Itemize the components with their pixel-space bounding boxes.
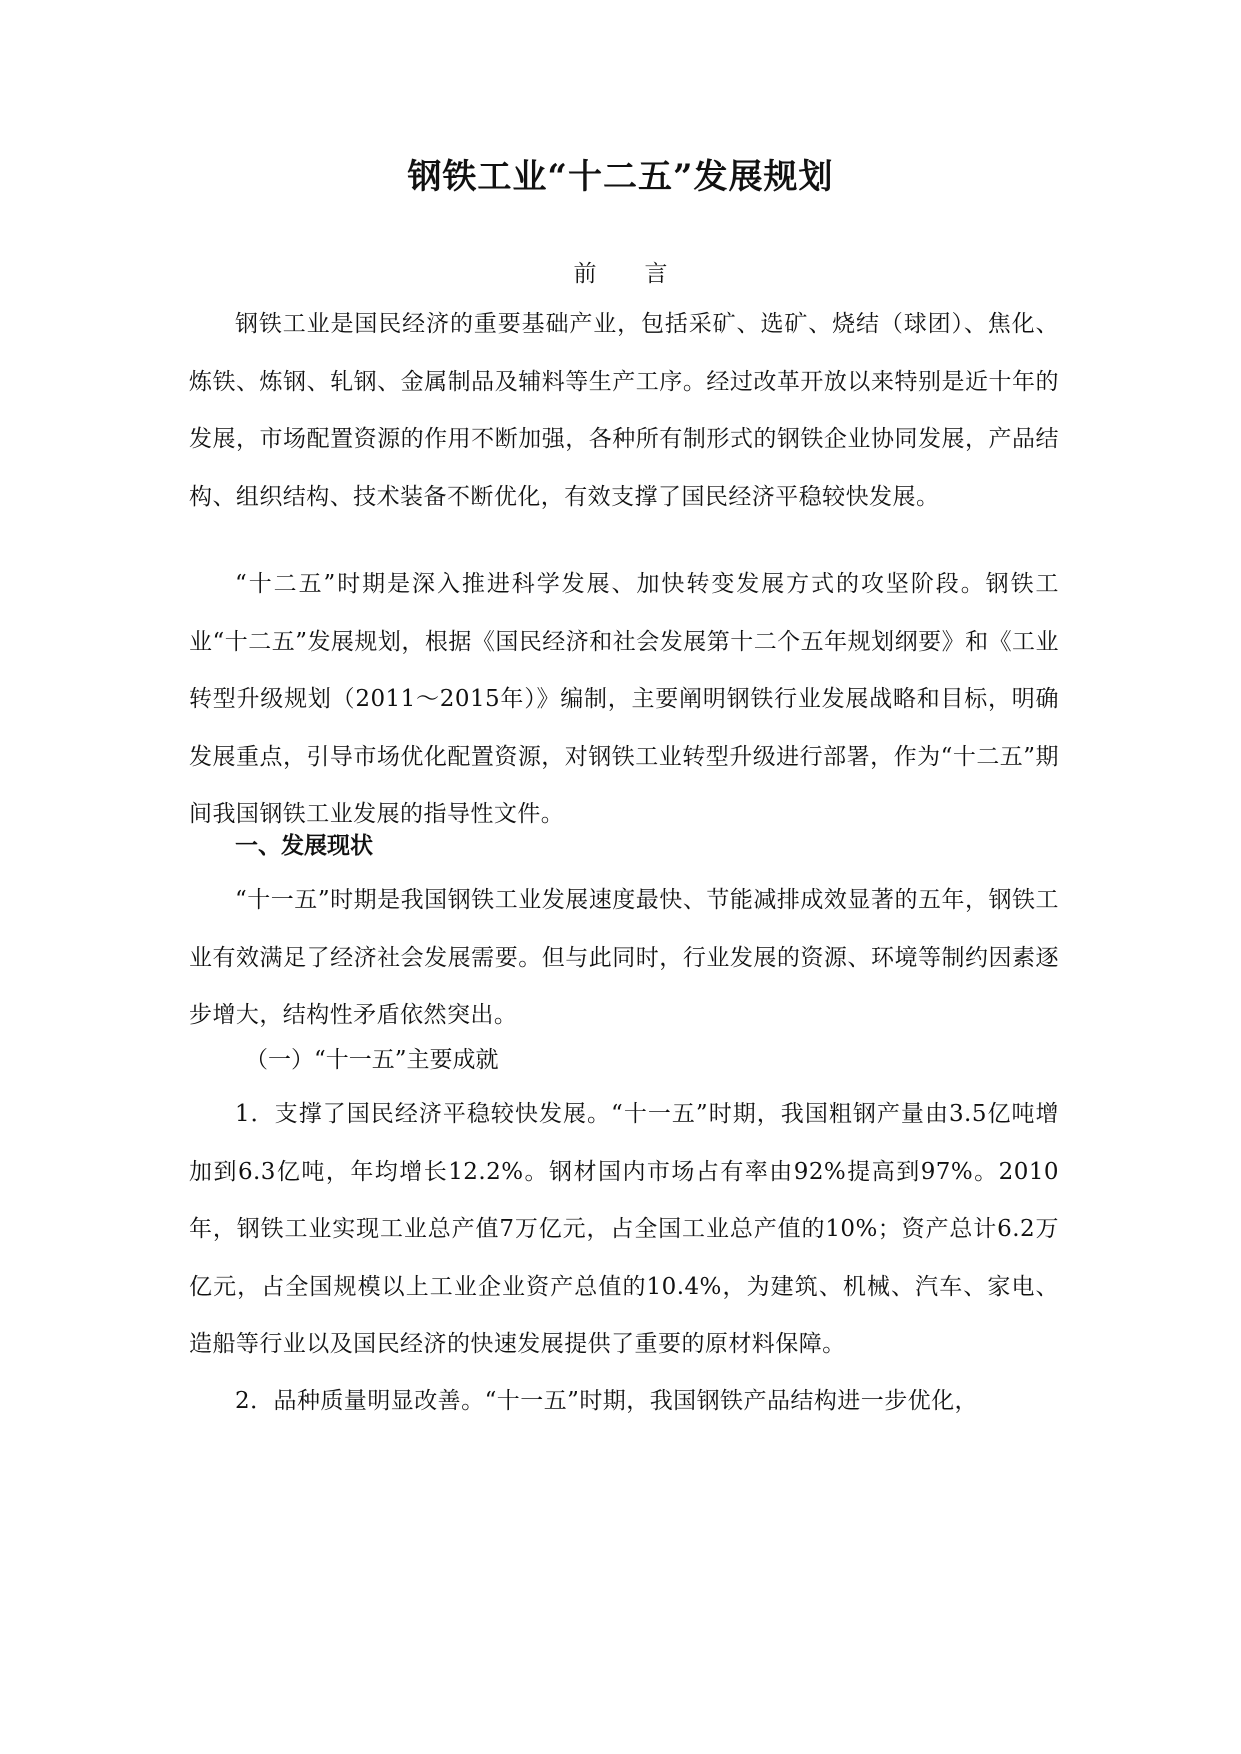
paragraph-item-1: 1．支撑了国民经济平稳较快发展。“十一五”时期，我国粗钢产量由3.5亿吨增加到6.3亿吨，年均增长12.2%。钢材国内市场占有率由92%提高到97%。2010年，钢铁工业实现工业总产值7万亿元，占全国工业总产值的10%；资产总计6.2万亿元，占全国规模以上工业企业资产总值的10.4%，为建筑、机械、汽车、家电、造船等行业以及国民经济的快速发展提供了重要的原材料保障。	[189, 1101, 1059, 1357]
paragraph-section-intro: “十一五”时期是我国钢铁工业发展速度最快、节能减排成效显著的五年，钢铁工业有效满足了经济社会发展需要。但与此同时，行业发展的资源、环境等制约因素逐步增大，结构性矛盾依然突出。	[189, 887, 1059, 1028]
preface-heading: 前言	[573, 261, 716, 287]
document-title: 钢铁工业“十二五”发展规划	[407, 157, 834, 197]
paragraph-intro-2: “十二五”时期是深入推进科学发展、加快转变发展方式的攻坚阶段。钢铁工业“十二五”发展规划，根据《国民经济和社会发展第十二个五年规划纲要》和《工业转型升级规划（2011～2015年）》编制，主要阐明钢铁行业发展战略和目标，明确发展重点，引导市场优化配置资源，对钢铁工业转型升级进行部署，作为“十二五”期间我国钢铁工业发展的指导性文件。	[189, 571, 1059, 827]
section-heading: 一、发展现状	[235, 832, 373, 859]
paragraph-item-2: 2．品种质量明显改善。“十一五”时期，我国钢铁产品结构进一步优化，	[235, 1388, 978, 1414]
paragraph-intro-1: 钢铁工业是国民经济的重要基础产业，包括采矿、选矿、烧结（球团）、焦化、炼铁、炼钢、轧钢、金属制品及辅料等生产工序。经过改革开放以来特别是近十年的发展，市场配置资源的作用不断加强，各种所有制形式的钢铁企业协同发展，产品结构、组织结构、技术装备不断优化，有效支撑了国民经济平稳较快发展。	[189, 311, 1059, 510]
subsection-heading: （一）“十一五”主要成就	[245, 1047, 499, 1073]
